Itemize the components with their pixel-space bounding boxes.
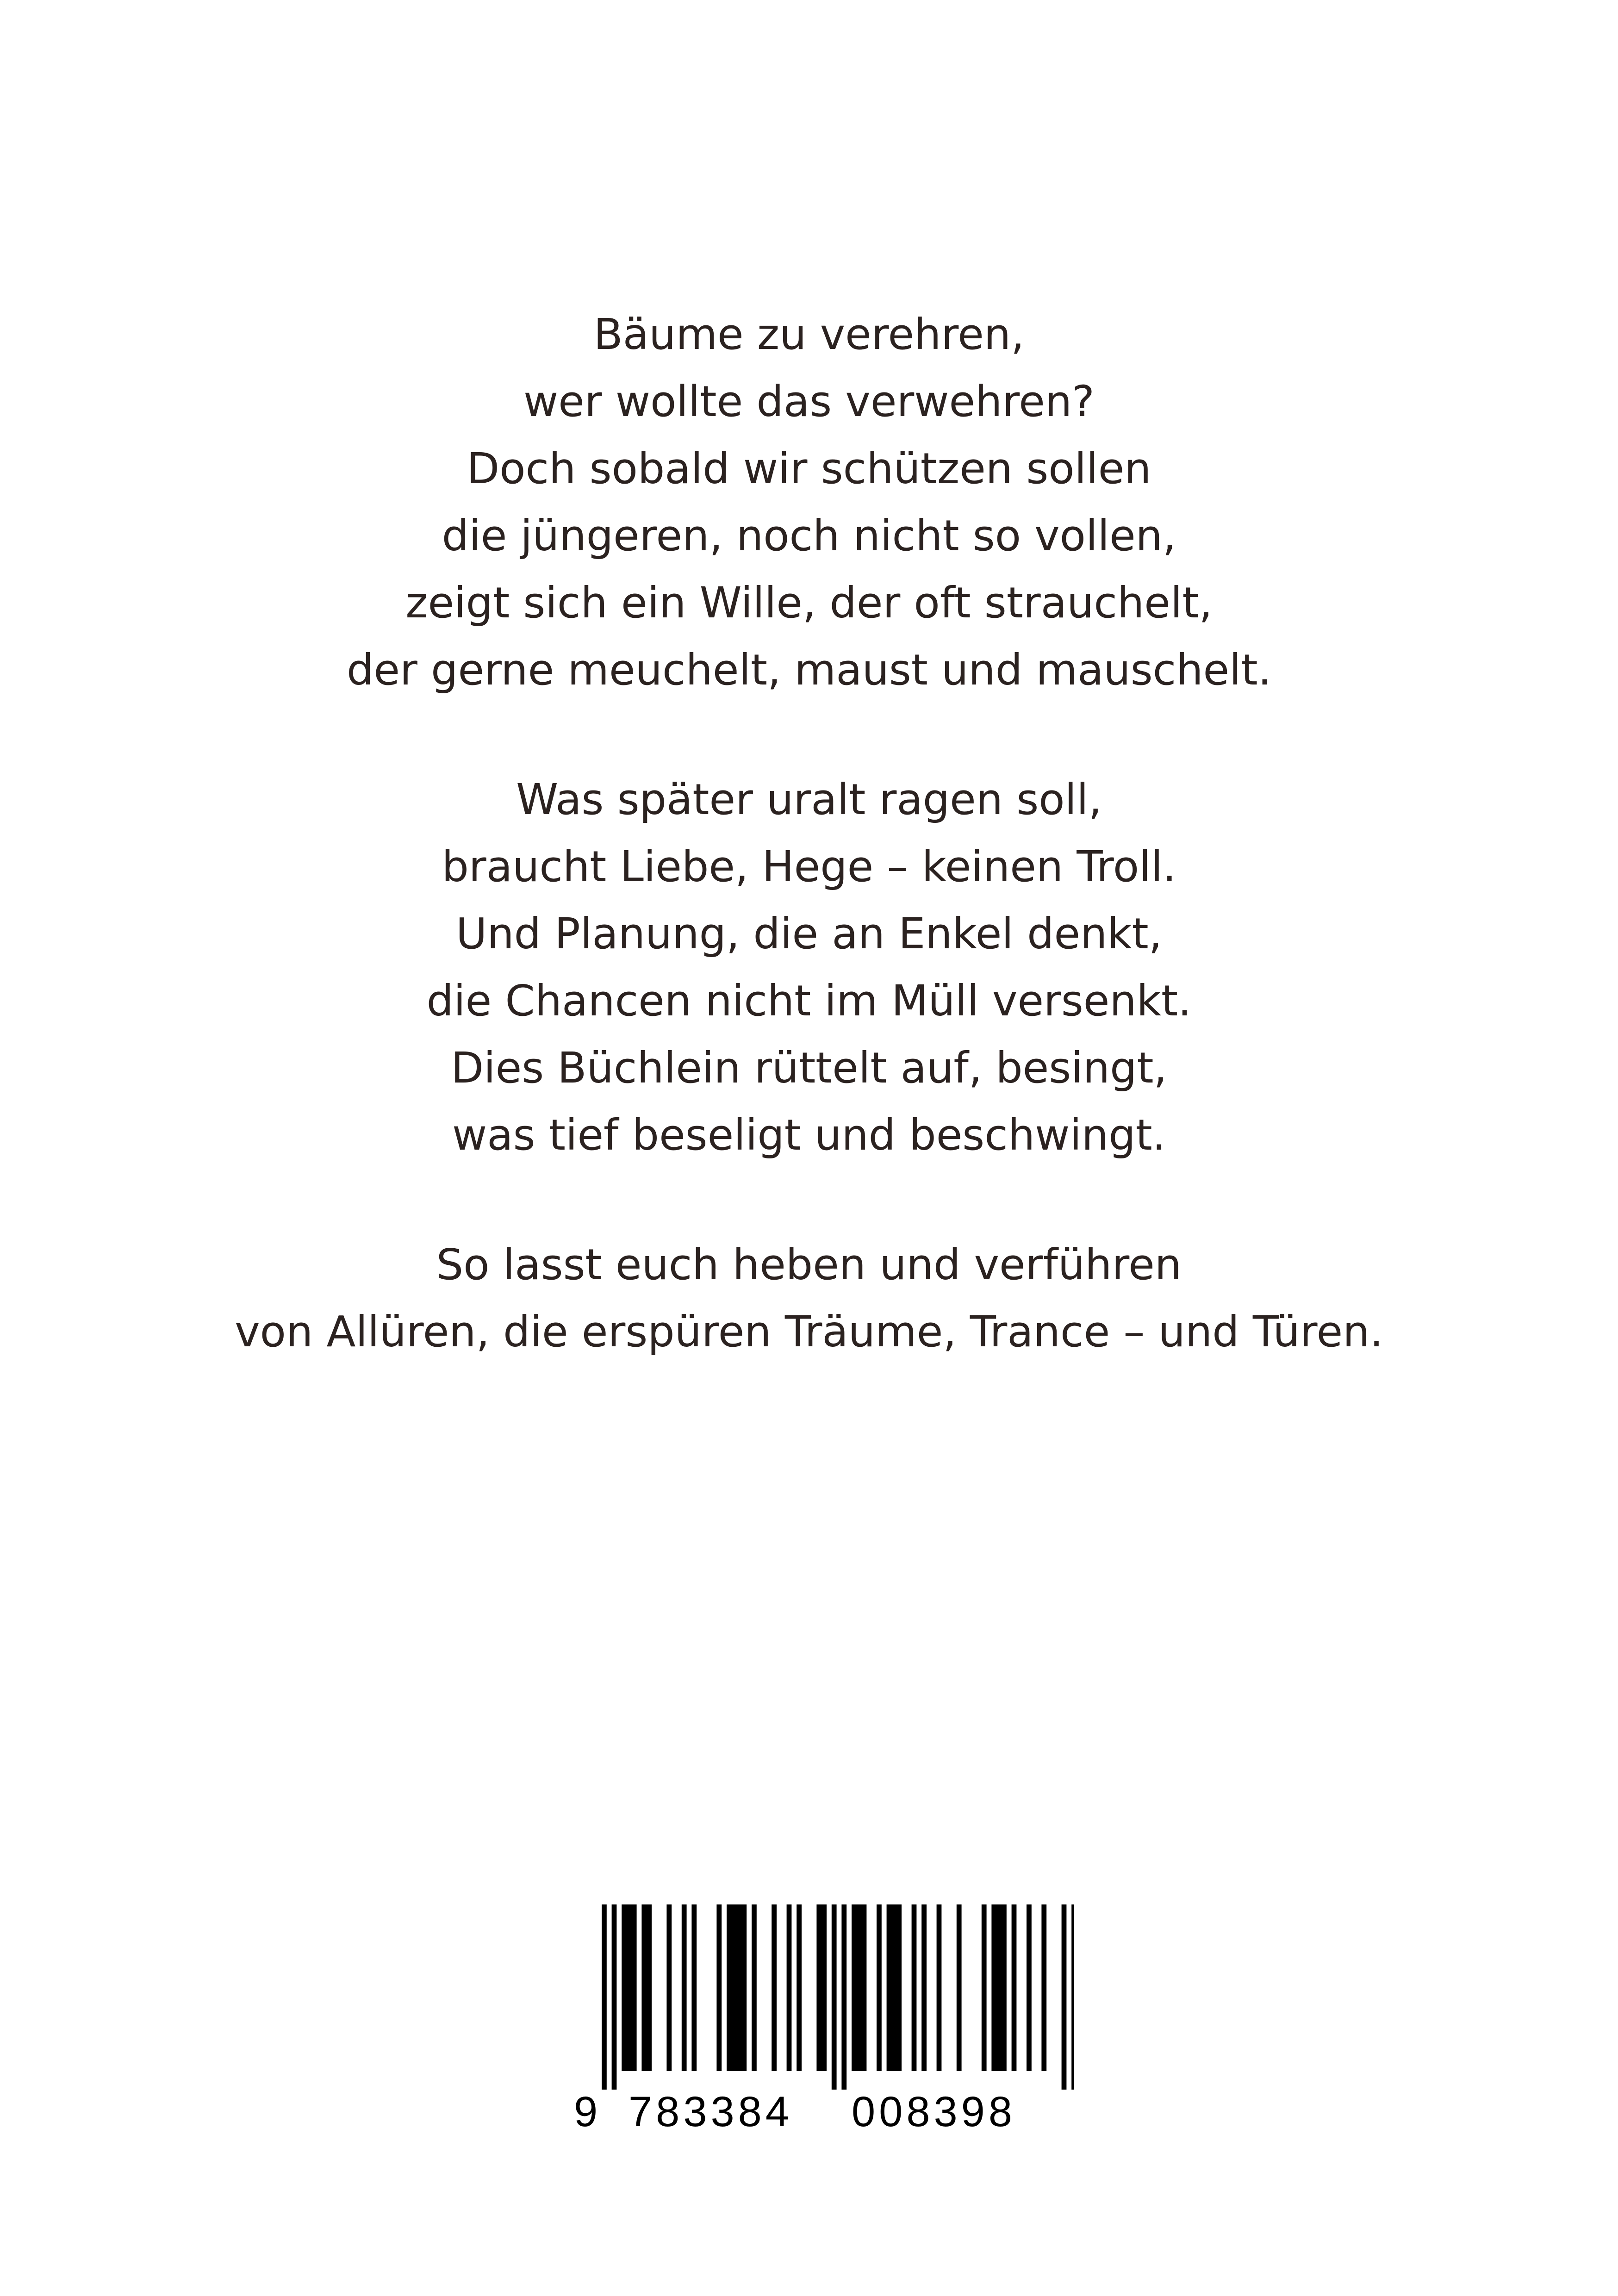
barcode-guard-bar (1071, 1904, 1074, 2090)
barcode-bar (921, 1904, 927, 2071)
barcode-bar (622, 1904, 636, 2071)
poem-line: braucht Liebe, Hege – keinen Troll. (442, 842, 1176, 891)
barcode-bar (682, 1904, 687, 2071)
poem (0, 301, 1618, 1365)
barcode-guard-bar (612, 1904, 617, 2090)
poem-line: die jüngeren, noch nicht so vollen, (442, 511, 1176, 560)
barcode-bar (641, 1904, 652, 2071)
stanza-divider (0, 1169, 1618, 1231)
poem-line: die Chancen nicht im Müll versenkt. (426, 976, 1192, 1026)
barcode-left-group: 783384 (629, 2088, 793, 2135)
barcode-bar (991, 1904, 1006, 2071)
barcode-bar (852, 1904, 866, 2071)
barcode-bar (797, 1904, 802, 2071)
poem-line: So lasst euch heben und verführen (436, 1240, 1182, 1289)
poem-line: der gerne meuchelt, maust und mauschelt. (347, 645, 1271, 695)
poem-line: Doch sobald wir schützen sollen (467, 444, 1151, 493)
barcode-bar (912, 1904, 917, 2071)
barcode-bar (727, 1904, 747, 2071)
isbn-barcode (574, 1904, 1074, 2145)
poem-line: von Allüren, die erspüren Träume, Trance – und Türen. (235, 1307, 1383, 1356)
poem-line: Was später uralt ragen soll, (516, 775, 1102, 824)
barcode-guard-bar (841, 1904, 846, 2090)
barcode-bar (772, 1904, 777, 2071)
stanza-2 (0, 766, 1618, 1169)
stanza-1 (0, 301, 1618, 703)
stanza-divider (0, 703, 1618, 766)
barcode-bar (716, 1904, 722, 2071)
barcode-bar (787, 1904, 792, 2071)
barcode-bar (752, 1904, 757, 2071)
barcode-bar (1041, 1904, 1046, 2071)
barcode-bar (877, 1904, 882, 2071)
barcode-bar (1012, 1904, 1017, 2071)
poem-line: Bäume zu verehren, (593, 310, 1025, 359)
barcode-bar (937, 1904, 942, 2071)
barcode-bars (574, 1904, 1074, 2090)
barcode-bar (1027, 1904, 1032, 2071)
barcode-bar (957, 1904, 962, 2071)
barcode-bar (982, 1904, 987, 2071)
barcode-bar (691, 1904, 697, 2071)
poem-line: wer wollte das verwehren? (523, 377, 1095, 426)
poem-line: Und Planung, die an Enkel denkt, (456, 909, 1162, 958)
barcode-guard-bar (602, 1904, 607, 2090)
poem-line: Dies Büchlein rüttelt auf, besingt, (451, 1043, 1167, 1093)
barcode-first-digit: 9 (574, 2088, 598, 2135)
barcode-guard-bar (832, 1904, 837, 2090)
barcode-bar (666, 1904, 672, 2071)
barcode-bar (887, 1904, 902, 2071)
barcode-right-group: 008398 (852, 2088, 1016, 2135)
barcode-guard-bar (1062, 1904, 1067, 2090)
poem-line: zeigt sich ein Wille, der oft strauchelt, (405, 578, 1213, 628)
barcode-bar (816, 1904, 827, 2071)
stanza-3 (0, 1231, 1618, 1365)
poem-line: was tief beseligt und beschwingt. (452, 1110, 1166, 1160)
